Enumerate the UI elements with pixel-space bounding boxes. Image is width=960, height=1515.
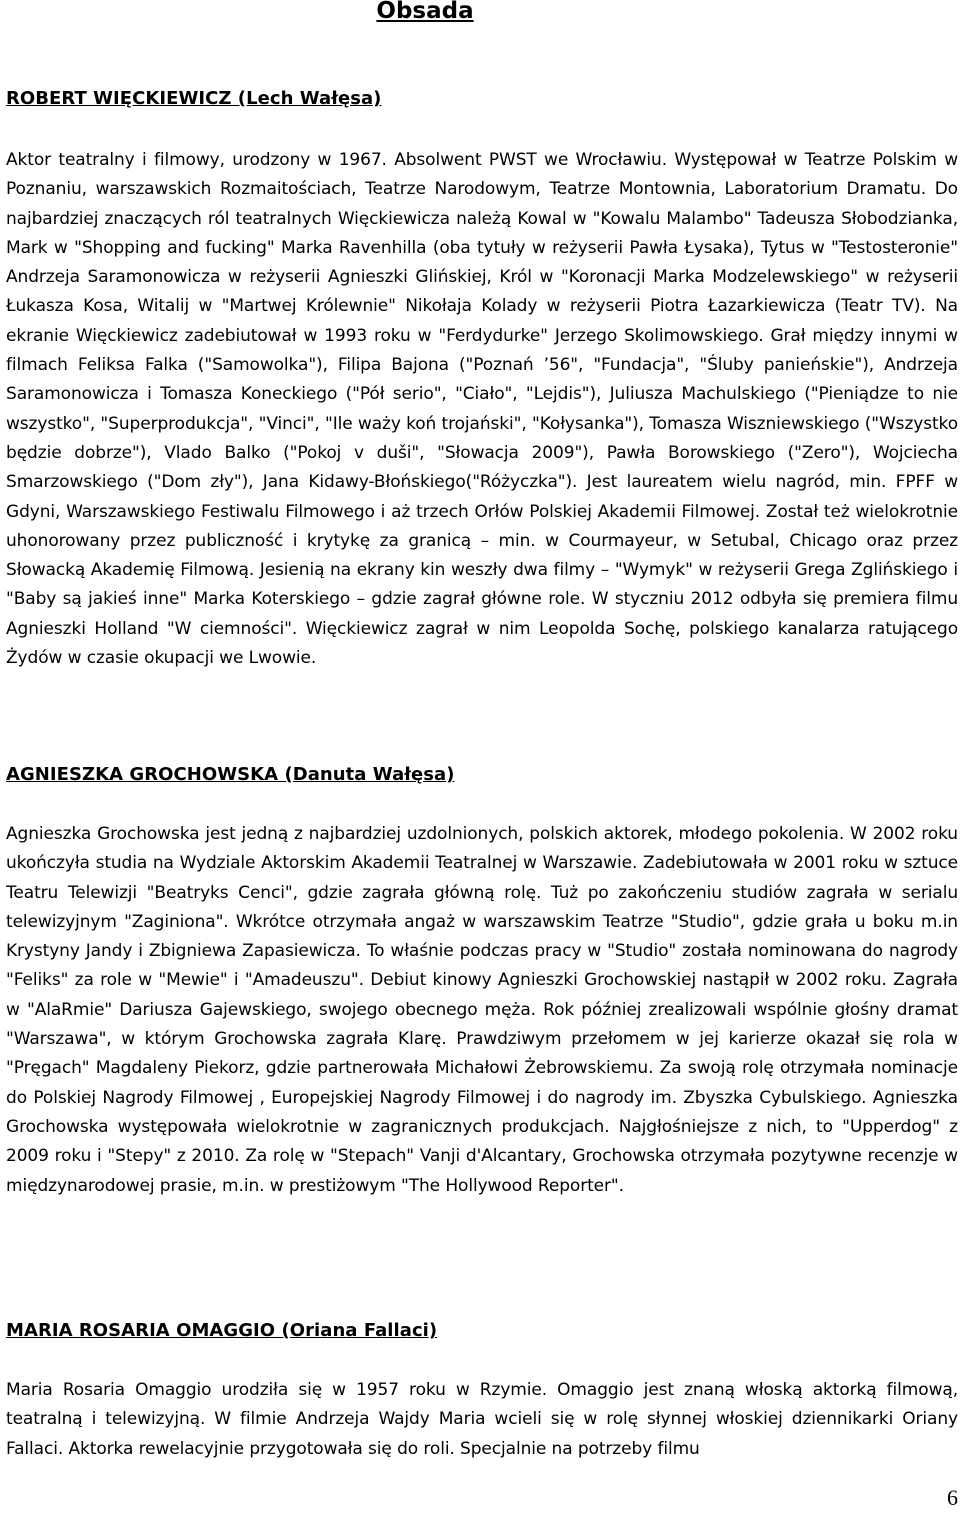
page-number: 6: [947, 1485, 958, 1510]
page-title: Obsada: [376, 0, 474, 24]
cast-member-heading: MARIA ROSARIA OMAGGIO (Oriana Fallaci): [6, 1320, 438, 1341]
cast-member-bio: Agnieszka Grochowska jest jedną z najbardziej uzdolnionych, polskich aktorek, młodego pokolenia. W 2002 roku ukończyła studia na Wydziale Aktorskim Akademii Teatralnej w Warszawie. Zadebiutowała w 2001 roku w sztuce Teatru Telewizji "Beatryks Cenci", gdzie zagrała główną rolę. Tuż po zakończeniu studiów zagrała w serialu telewizyjnym "Zaginiona". Wkrótce otrzymała angaż w warszawskim Teatrze "Studio", gdzie grała u boku m.in Krystyny Jandy i Zbigniewa Zapasiewicza. To właśnie podczas pracy w "Studio" została nominowana do nagrody "Feliks" za role w "Mewie" i "Amadeuszu". Debiut kinowy Agnieszki Grochowskiej nastąpił w 2002 roku. Zagrała w "AlaRmie" Dariusza Gajewskiego, swojego obecnego męża. Rok później zrealizowali wspólnie głośny dramat "Warszawa", w którym Grochowska zagrała Klarę. Prawdziwym przełomem w jej karierze okazał się rola w "Pręgach" Magdaleny Piekorz, gdzie partnerowała Michałowi Żebrowskiemu. Za swoją rolę otrzymała nominacje do Polskiej Nagrody Filmowej , Europejskiej Nagrody Filmowej i do nagrody im. Zbyszka Cybulskiego. Agnieszka Grochowska występowała wielokrotnie w zagranicznych produkcjach. Najgłośniejsze z nich, to "Upperdog" z 2009 roku i "Stepy" z 2010. Za rolę w "Stepach" Vanji d'Alcantary, Grochowska otrzymała pozytywne recenzje w międzynarodowej prasie, m.in. w prestiżowym "The Hollywood Reporter".: [6, 824, 958, 1196]
cast-member-bio: Maria Rosaria Omaggio urodziła się w 1957 roku w Rzymie. Omaggio jest znaną włoską aktorką filmową, teatralną i telewizyjną. W filmie Andrzeja Wajdy Maria wcieli się w rolę słynnej włoskiej dziennikarki Oriany Fallaci. Aktorka rewelacyjnie przygotowała się do roli. Specjalnie na potrzeby filmu: [6, 1380, 958, 1459]
cast-member-bio: Aktor teatralny i filmowy, urodzony w 1967. Absolwent PWST we Wrocławiu. Występował w Teatrze Polskim w Poznaniu, warszawskich Rozmaitościach, Teatrze Narodowym, Teatrze Montownia, Laboratorium Dramatu. Do najbardziej znaczących ról teatralnych Więckiewicza należą Kowal w "Kowalu Malambo" Tadeusza Słobodzianka, Mark w "Shopping and fucking" Marka Ravenhilla (oba tytuły w reżyserii Pawła Łysaka), Tytus w "Testosteronie" Andrzeja Saramonowicza w reżyserii Agnieszki Glińskiej, Król w "Koronacji Marka Modzelewskiego" w reżyserii Łukasza Kosa, Witalij w "Martwej Królewnie" Nikołaja Kolady w reżyserii Piotra Łazarkiewicza (Teatr TV). Na ekranie Więckiewicz zadebiutował w 1993 roku w "Ferdydurke" Jerzego Skolimowskiego. Grał między innymi w filmach Feliksa Falka ("Samowolka"), Filipa Bajona ("Poznań ’56", "Fundacja", "Śluby panieńskie"), Andrzeja Saramonowicza i Tomasza Koneckiego ("Pół serio", "Ciało", "Lejdis"), Juliusza Machulskiego ("Pieniądze to nie wszystko", "Superprodukcja", "Vinci", "Ile waży koń trojański", "Kołysanka"), Tomasza Wiszniewskiego ("Wszystko będzie dobrze"), Vlado Balko ("Pokoj v duši", "Słowacja 2009"), Pawła Borowskiego ("Zero"), Wojciecha Smarzowskiego ("Dom zły"), Jana Kidawy-Błońskiego("Różyczka"). Jest laureatem wielu nagród, min. FPFF w Gdyni, Warszawskiego Festiwalu Filmowego i aż trzech Orłów Polskiej Akademii Filmowej. Został też wielokrotnie uhonorowany przez publiczność i krytykę za granicą – min. w Courmayeur, w Setubal, Chicago oraz przez Słowacką Akademię Filmową. Jesienią na ekrany kin weszły dwa filmy – "Wymyk" w reżyserii Grega Zglińskiego i "Baby są jakieś inne" Marka Koterskiego – gdzie zagrał główne role. W styczniu 2012 odbyła się premiera filmu Agnieszki Holland "W ciemności". Więckiewicz zagrał w nim Leopolda Sochę, polskiego kanalarza ratującego Żydów w czasie okupacji we Lwowie.: [6, 150, 958, 669]
cast-member-heading: AGNIESZKA GROCHOWSKA (Danuta Wałęsa): [6, 764, 455, 785]
cast-member-heading: ROBERT WIĘCKIEWICZ (Lech Wałęsa): [6, 88, 382, 109]
